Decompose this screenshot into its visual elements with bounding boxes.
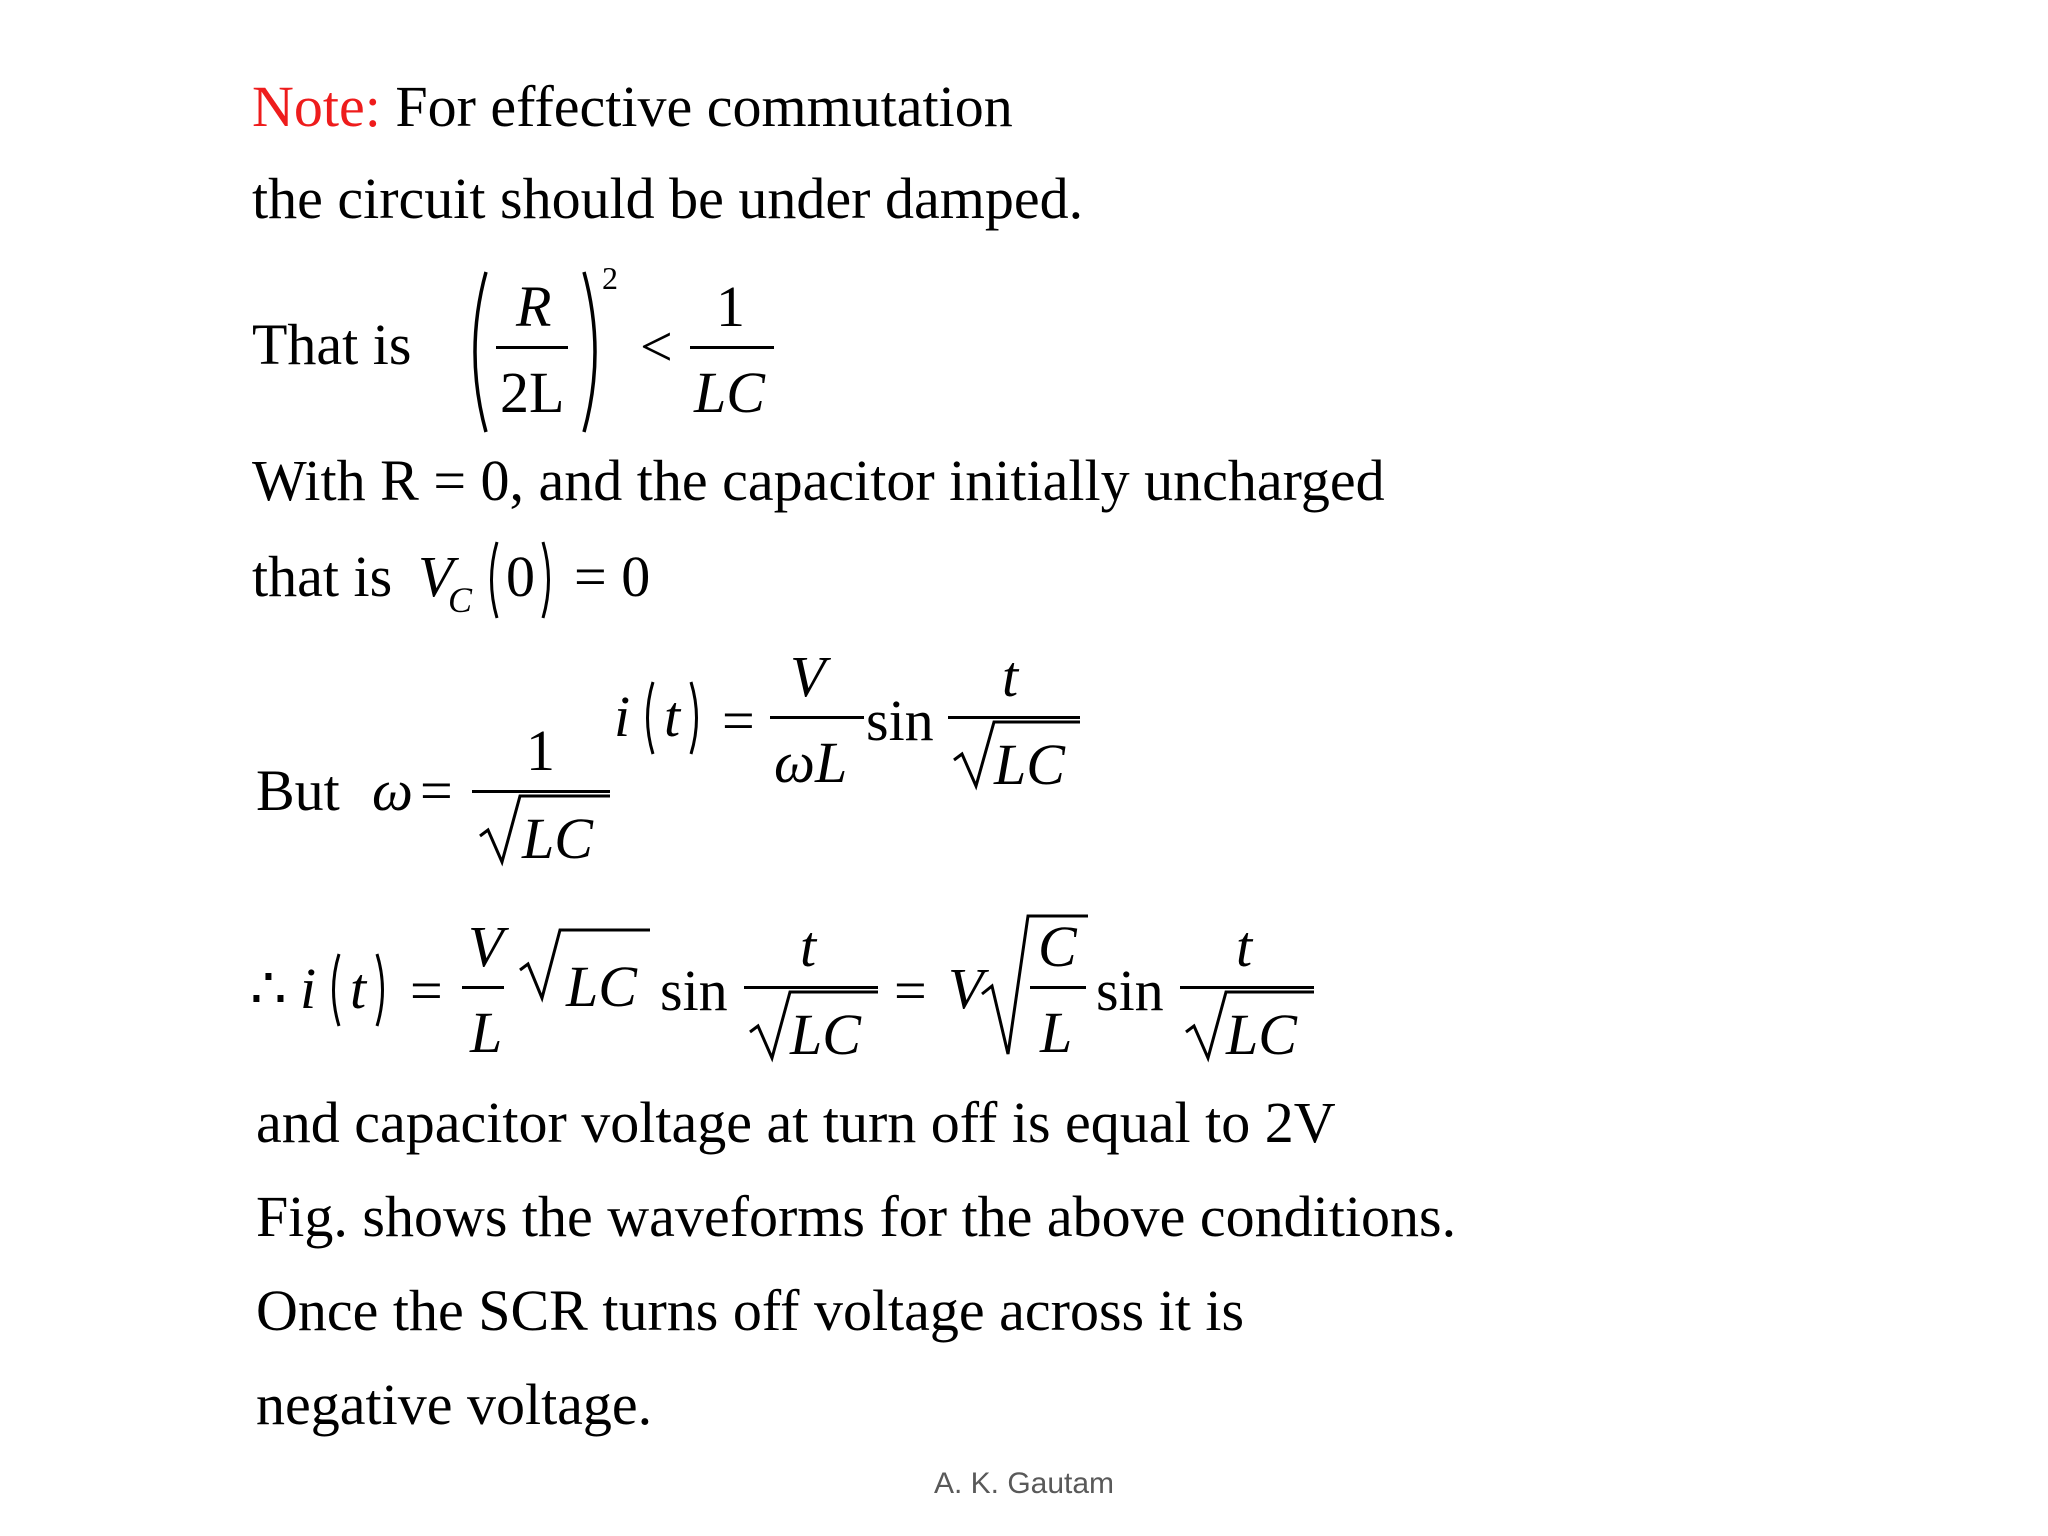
therefore-bar [462, 986, 504, 989]
therefore-coef: V [948, 956, 984, 1021]
current-num: V [790, 644, 826, 709]
current-arg: t [664, 684, 681, 749]
condition-op: < [640, 314, 673, 379]
condition-rhs-num: 1 [716, 274, 745, 339]
therefore-lhs: i [300, 956, 317, 1021]
current-lhs: i [614, 684, 631, 749]
initial-sub: C [448, 580, 473, 620]
therefore-den: L [470, 1000, 503, 1065]
therefore-func: sin [660, 958, 728, 1023]
current-den: ωL [774, 730, 848, 795]
current-eq-sign: = [722, 688, 755, 753]
therefore-eq-sign: = [410, 958, 443, 1023]
current-t-den: LC [994, 732, 1065, 797]
left-paren [460, 268, 490, 436]
body-line-2: Fig. shows the waveforms for the above conditions. [256, 1184, 1457, 1249]
condition-rhs-den: LC [694, 360, 765, 425]
therefore-t-num: t [800, 914, 817, 979]
therefore-arg: t [350, 956, 367, 1021]
body-line-1: and capacitor voltage at turn off is equal to 2V [256, 1090, 1336, 1155]
initial-var: V [418, 544, 454, 609]
therefore-symbol: ∴ [250, 956, 287, 1021]
note-text-1: For effective commutation [395, 74, 1013, 139]
therefore-rad-den: L [1040, 1000, 1073, 1065]
therefore-t-den: LC [790, 1002, 861, 1067]
with-r-line: With R = 0, and the capacitor initially uncharged [252, 448, 1385, 513]
current-right-paren [688, 680, 704, 756]
omega-eq-sign: = [420, 758, 453, 823]
condition-exponent: 2 [602, 260, 618, 296]
therefore-right-paren [374, 952, 390, 1028]
therefore-func2: sin [1096, 958, 1164, 1023]
therefore-rad-bar [1030, 986, 1086, 989]
body-line-3: Once the SCR turns off voltage across it is [256, 1278, 1245, 1343]
therefore-num: V [468, 914, 504, 979]
initial-rhs: = 0 [574, 544, 651, 609]
therefore-left-paren [326, 952, 342, 1028]
initial-arg: 0 [506, 544, 535, 609]
footer-author: A. K. Gautam [933, 1467, 1115, 1500]
note-label: Note: [252, 74, 381, 139]
note-line-1 [252, 74, 1013, 139]
therefore-t2-den: LC [1226, 1002, 1297, 1067]
omega-prefix: But [256, 758, 340, 823]
note-line-2: the circuit should be under damped. [252, 166, 1084, 231]
therefore-t2-num: t [1236, 914, 1253, 979]
condition-rhs-bar [690, 346, 774, 349]
therefore-eq2-sign: = [894, 958, 927, 1023]
initial-prefix: that is [252, 544, 393, 609]
condition-lhs-num: R [516, 274, 552, 339]
therefore-rad-num: C [1038, 914, 1077, 979]
initial-left-paren [484, 540, 500, 620]
omega-den: LC [522, 806, 593, 871]
condition-lhs-bar [496, 346, 568, 349]
current-bar [770, 716, 864, 719]
condition-lhs-den: 2L [500, 360, 565, 425]
condition-prefix: That is [252, 312, 412, 377]
current-t-num: t [1002, 644, 1019, 709]
therefore-rad: LC [566, 954, 637, 1019]
current-func: sin [866, 688, 934, 753]
body-line-4: negative voltage. [256, 1372, 653, 1437]
omega-var: ω [372, 758, 413, 823]
omega-num: 1 [526, 718, 555, 783]
initial-right-paren [540, 540, 556, 620]
current-left-paren [640, 680, 656, 756]
